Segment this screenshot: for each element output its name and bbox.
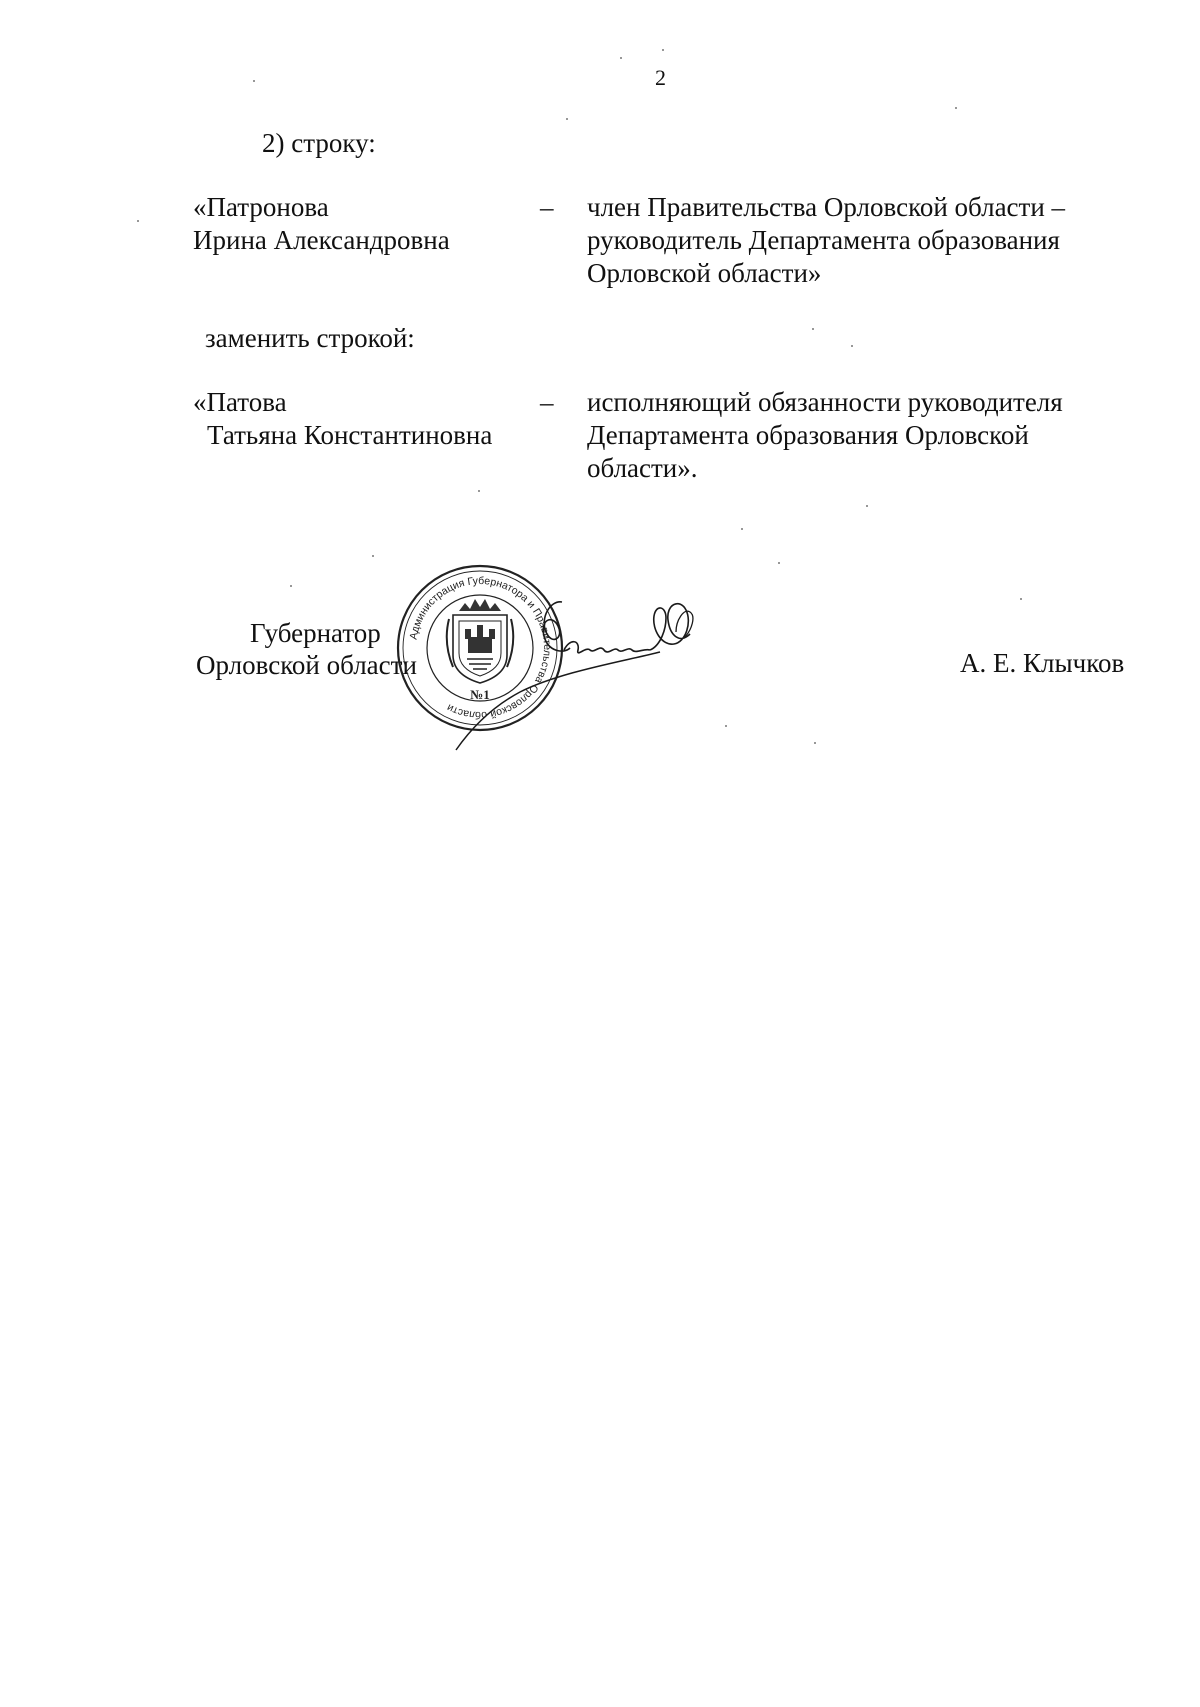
scan-speck (866, 505, 868, 507)
new-person-role (587, 386, 1063, 485)
new-name-line: Татьяна Константиновна (207, 420, 493, 450)
scan-speck (372, 555, 374, 557)
old-person-role (587, 191, 1065, 290)
old-row-dash: – (540, 192, 554, 222)
scan-speck (741, 528, 743, 530)
scan-speck (851, 345, 853, 347)
governor-region: Орловской области (196, 650, 417, 680)
replace-instruction: заменить строкой: (205, 323, 415, 353)
old-name-line: «Патронова (193, 192, 329, 222)
new-role-line: Департамента образования Орловской (587, 420, 1029, 450)
page-number: 2 (655, 65, 666, 90)
old-role-line: член Правительства Орловской области – (587, 192, 1066, 222)
handwritten-signature (440, 590, 750, 770)
new-name-line: «Патова (193, 387, 287, 417)
new-role-line: области». (587, 453, 698, 483)
scan-speck (778, 562, 780, 564)
new-person-name (193, 386, 492, 452)
seal-number: №1 (470, 687, 490, 702)
scan-speck (290, 585, 292, 587)
scan-speck (566, 118, 568, 120)
scan-speck (662, 49, 664, 51)
scan-speck (955, 107, 957, 109)
scan-speck (137, 220, 139, 222)
old-role-line: руководитель Департамента образования (587, 225, 1060, 255)
scan-speck (620, 57, 622, 59)
scan-speck (253, 80, 255, 82)
scan-speck (1020, 598, 1022, 600)
scan-speck (478, 490, 480, 492)
item-heading: 2) строку: (262, 128, 376, 158)
seal-ring-text: Администрация Губернатора и Правительства Орловской области (407, 574, 554, 722)
signer-name: А. Е. Клычков (960, 648, 1125, 678)
governor-title: Губернатор (250, 618, 381, 648)
old-name-line: Ирина Александровна (193, 225, 450, 255)
scan-speck (812, 328, 814, 330)
old-person-name (193, 191, 450, 257)
scan-speck (814, 742, 816, 744)
new-row-dash: – (540, 387, 554, 417)
old-role-line: Орловской области» (587, 258, 822, 288)
new-role-line: исполняющий обязанности руководителя (587, 387, 1063, 417)
scan-speck (725, 725, 727, 727)
